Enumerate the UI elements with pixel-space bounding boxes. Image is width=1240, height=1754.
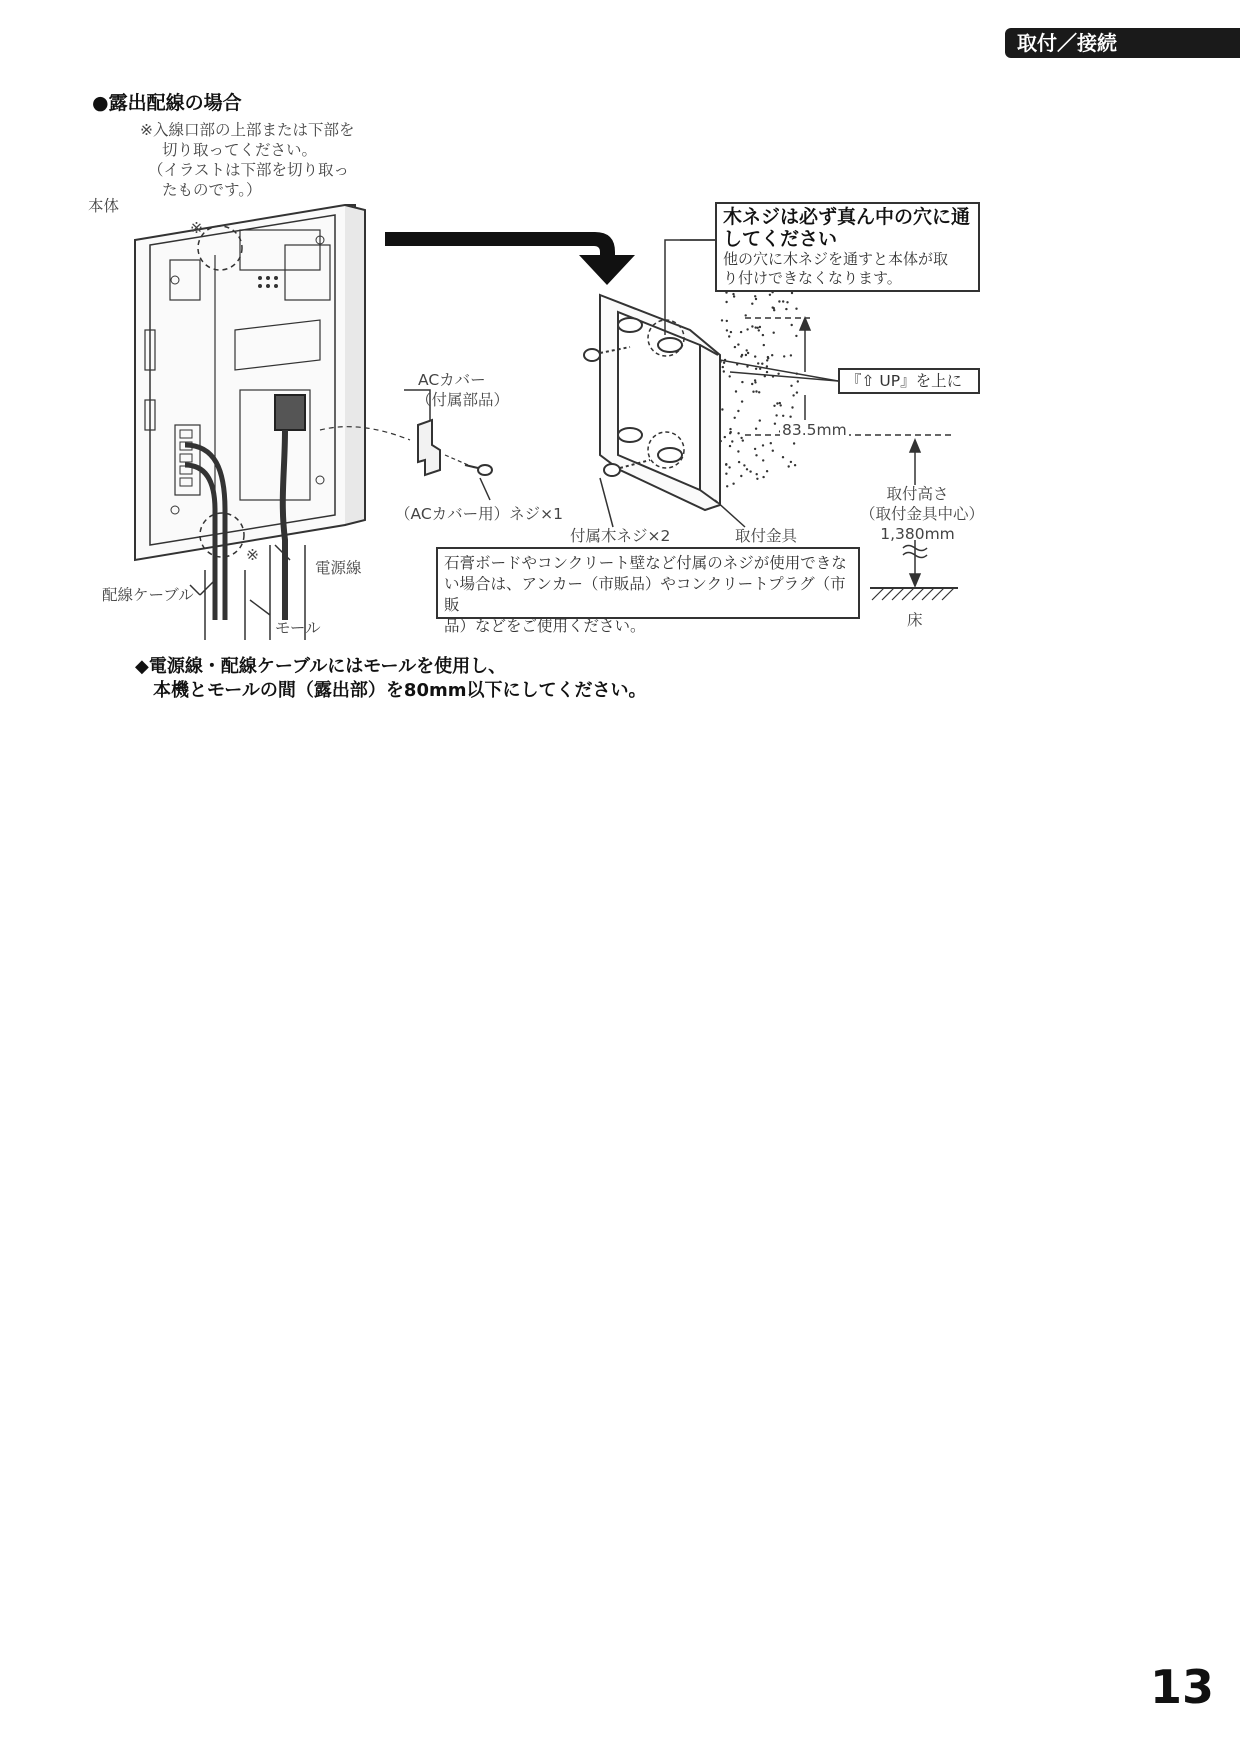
wall-dot: [763, 344, 765, 346]
asterisk-top: ※: [190, 219, 203, 237]
info-box-line: 石膏ボードやコンクリート壁など付属のネジが使用できな: [444, 554, 847, 572]
ac-cover-illustration: [418, 420, 440, 475]
wall-dot: [749, 470, 751, 472]
wall-dot: [793, 442, 795, 444]
wall-dot: [747, 352, 749, 354]
wall-dot: [771, 354, 773, 356]
wall-dot: [741, 381, 743, 383]
wall-dot: [743, 464, 745, 466]
wall-dot: [791, 406, 793, 408]
wall-dot: [766, 371, 768, 373]
wall-dot: [758, 329, 760, 331]
wall-dot: [794, 464, 796, 466]
wall-dot: [788, 465, 790, 467]
wall-dot: [746, 468, 748, 470]
wall-dot: [755, 428, 757, 430]
wall-dot: [720, 440, 722, 442]
wall-dot: [754, 355, 756, 357]
wall-dot: [741, 354, 743, 356]
wall-dot: [782, 456, 784, 458]
wall-dot: [797, 380, 799, 382]
wall-dot: [732, 483, 734, 485]
mounting-height-line: 1,380mm: [880, 525, 955, 543]
wall-dot: [729, 375, 731, 377]
wall-dot: [723, 370, 725, 372]
wall-dot: [755, 390, 757, 392]
wall-dot: [741, 400, 743, 402]
wall-dot: [732, 293, 734, 295]
wall-dot: [770, 442, 772, 444]
wall-dot: [792, 394, 794, 396]
wall-dot: [726, 320, 728, 322]
wall-dot: [762, 459, 764, 461]
wall-dot: [795, 308, 797, 310]
warning-body-line: り付けできなくなります。: [723, 269, 902, 287]
wall-dot: [737, 410, 739, 412]
wall-dot: [725, 473, 727, 475]
wiring-cable-label: 配線ケーブル: [102, 586, 194, 604]
wall-dot: [724, 436, 726, 438]
wall-dot: [772, 450, 774, 452]
wall-dot: [725, 464, 727, 466]
wall-dot: [761, 363, 763, 365]
wall-dot: [746, 328, 748, 330]
wall-dot: [758, 391, 760, 393]
info-box-line: 品）などをご使用ください。: [444, 617, 646, 635]
wall-dot: [740, 437, 742, 439]
wall-dot: [730, 431, 732, 433]
wall-dot: [729, 445, 731, 447]
mounting-height-label: [860, 484, 985, 544]
wall-dot: [754, 448, 756, 450]
wall-dot: [751, 303, 753, 305]
wall-dot: [729, 428, 731, 430]
ac-cover-label-line: （付属部品）: [416, 391, 510, 409]
wall-dot: [778, 300, 780, 302]
wall-dot: [733, 295, 735, 297]
mounting-height-line: 取付高さ: [886, 485, 949, 503]
wall-dot: [762, 444, 764, 446]
ac-cover-label-line: ACカバー: [418, 371, 486, 389]
wall-dot: [789, 416, 791, 418]
wall-dot: [790, 385, 792, 387]
bottom-note: [135, 655, 646, 703]
wall-dot: [742, 439, 744, 441]
wall-dot: [767, 356, 769, 358]
wall-dot: [779, 402, 781, 404]
wall-dot: [796, 391, 798, 393]
bottom-note-line: 本機とモールの間（露出部）を80mm以下にしてください。: [153, 680, 647, 701]
section-heading: ●露出配線の場合: [92, 92, 242, 114]
wall-dot: [773, 405, 775, 407]
wall-dot: [726, 485, 728, 487]
body-label: 本体: [88, 197, 120, 215]
wall-dot: [785, 308, 787, 310]
wall-dot: [734, 417, 736, 419]
cut-note-line: 切り取ってください。: [162, 141, 318, 159]
wall-dot: [735, 390, 737, 392]
molding-label: モール: [275, 619, 321, 637]
wall-dot: [755, 454, 757, 456]
wall-dot: [773, 309, 775, 311]
cut-note-line: ※入線口部の上部または下部を: [140, 121, 355, 139]
wall-dot: [751, 325, 753, 327]
wall-dot: [737, 450, 739, 452]
wall-dot: [722, 366, 724, 368]
wall-dot: [730, 331, 732, 333]
wall-dot: [737, 432, 739, 434]
wall-dot: [774, 423, 776, 425]
wall-dot: [746, 349, 748, 351]
dimension-label: 83.5mm: [782, 421, 847, 439]
wall-dot: [759, 326, 761, 328]
asterisk-bottom: ※: [246, 546, 259, 564]
wall-dot: [723, 362, 725, 364]
wall-dot: [726, 329, 728, 331]
bottom-note-line: ◆電源線・配線ケーブルにはモールを使用し、: [135, 656, 507, 677]
wall-dot: [791, 292, 793, 294]
warning-title-line: 木ネジは必ず真ん中の穴に通: [723, 206, 971, 228]
floor-label: 床: [907, 611, 923, 629]
ac-screw-label: （ACカバー用）ネジ×1: [395, 505, 564, 523]
wall-dot: [757, 362, 759, 364]
wall-dot: [772, 306, 774, 308]
warning-title-line: してください: [723, 228, 838, 250]
info-box-line: い場合は、アンカー（市販品）やコンクリートプラグ（市販: [444, 575, 846, 614]
wall-dot: [773, 332, 775, 334]
wall-dot: [795, 335, 797, 337]
mounting-bracket-illustration: [600, 295, 720, 510]
power-cable-label: 電源線: [315, 559, 362, 577]
cut-note-line: （イラストは下部を切り取っ: [148, 161, 350, 179]
bracket-label: 取付金具: [735, 527, 798, 545]
wall-dot: [777, 373, 779, 375]
wall-dot: [755, 368, 757, 370]
wall-dot: [756, 478, 758, 480]
wall-dot: [754, 295, 756, 297]
mounting-height-line: （取付金具中心）: [860, 505, 985, 523]
ac-cover-label: [416, 370, 509, 410]
ac-screw-illustration: [465, 465, 492, 475]
wall-dot: [737, 343, 739, 345]
wall-dot: [780, 404, 782, 406]
wall-dot: [745, 354, 747, 356]
wall-dot: [728, 335, 730, 337]
wall-dot: [740, 331, 742, 333]
wall-dot: [762, 476, 764, 478]
wall-dot: [725, 301, 727, 303]
wall-dot: [757, 327, 759, 329]
warning-box: [715, 202, 980, 292]
wall-dot: [754, 381, 756, 383]
wall-dot: [790, 354, 792, 356]
wall-texture: [719, 278, 799, 488]
wall-dot: [731, 440, 733, 442]
wall-dot: [754, 379, 756, 381]
wall-dot: [790, 461, 792, 463]
wall-dot: [751, 383, 753, 385]
wall-dot: [766, 365, 768, 367]
cut-note-line: たものです。）: [162, 181, 262, 199]
warning-body-line: 他の穴に木ネジを通すと本体が取: [723, 250, 949, 268]
flow-arrow: [385, 232, 635, 285]
wall-dot: [740, 475, 742, 477]
wall-dot: [791, 324, 793, 326]
wall-dot: [775, 414, 777, 416]
wall-dot: [776, 402, 778, 404]
wall-dot: [762, 334, 764, 336]
wall-dot: [728, 466, 730, 468]
wall-dot: [759, 419, 761, 421]
wall-dot: [734, 346, 736, 348]
page-number: 13: [1150, 1660, 1215, 1714]
wall-dot: [782, 415, 784, 417]
wall-dot: [721, 408, 723, 410]
wall-dot: [752, 391, 754, 393]
wall-dot: [783, 355, 785, 357]
wall-dot: [786, 301, 788, 303]
up-label-box: 『⇧ UP』を上に: [838, 368, 980, 394]
wall-dot: [766, 359, 768, 361]
wall-dot: [745, 314, 747, 316]
section-tab: 取付／接続: [1005, 28, 1240, 58]
anchor-info-box: [436, 547, 860, 635]
wall-dot: [766, 470, 768, 472]
wall-dot: [738, 461, 740, 463]
wall-dot: [756, 473, 758, 475]
wall-dot: [755, 298, 757, 300]
wall-dot: [769, 294, 771, 296]
wall-dot: [721, 319, 723, 321]
wall-dot: [782, 300, 784, 302]
wood-screw-label: 付属木ネジ×2: [570, 527, 671, 545]
